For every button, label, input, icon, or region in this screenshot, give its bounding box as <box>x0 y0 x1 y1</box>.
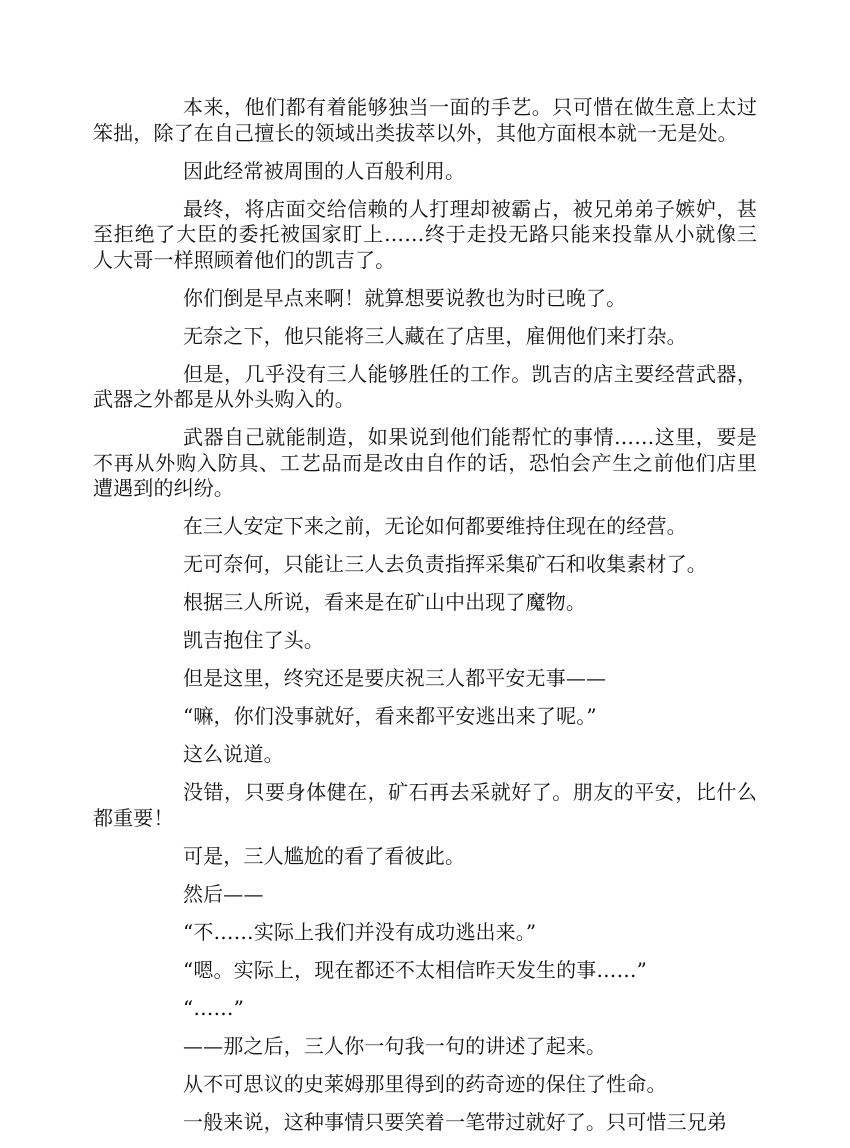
paragraph: ——那之后，三人你一句我一句的讲述了起来。 <box>183 1033 607 1058</box>
paragraph: 从不可思议的史莱姆那里得到的药奇迹的保住了性命。 <box>183 1071 667 1096</box>
paragraph: 但是这里，终究还是要庆祝三人都平安无事—— <box>183 666 607 690</box>
dialogue-line: “嘛，你们没事就好，看来都平安逃出来了呢。” <box>183 704 597 728</box>
paragraph: 你们倒是早点来啊！就算想要说教也为时已晚了。 <box>183 285 627 310</box>
paragraph: 然后—— <box>183 881 264 906</box>
dialogue-line: “嗯。实际上，现在都还不太相信昨天发生的事……” <box>183 957 648 982</box>
paragraph: 最终，将店面交给信赖的人打理却被霸占，被兄弟弟子嫉妒，甚至拒绝了大臣的委托被国家盯上……终于走投无路只能来投靠从小就像三人大哥一样照顾着他们的凯吉了。 <box>93 196 757 272</box>
paragraph: 在三人安定下来之前，无论如何都要维持住现在的经营。 <box>183 514 687 538</box>
paragraph: 根据三人所说，看来是在矿山中出现了魔物。 <box>183 590 586 614</box>
paragraph: 因此经常被周围的人百般利用。 <box>183 158 466 183</box>
dialogue-line: “不……实际上我们并没有成功逃出来。” <box>183 919 537 944</box>
paragraph: 一般来说，这种事情只要笑着一笔带过就好了。只可惜三兄弟 <box>183 1109 728 1134</box>
paragraph: 没错，只要身体健在，矿石再去采就好了。朋友的平安，比什么都重要！ <box>93 780 757 830</box>
dialogue-line: “……” <box>183 995 245 1020</box>
paragraph: 本来，他们都有着能够独当一面的手艺。只可惜在做生意上太过笨拙，除了在自己擅长的领域出类拔萃以外，其他方面根本就一无是处。 <box>93 95 757 145</box>
paragraph: 但是，几乎没有三人能够胜任的工作。凯吉的店主要经营武器，武器之外都是从外头购入的。 <box>93 361 757 411</box>
paragraph: 无奈之下，他只能将三人藏在了店里，雇佣他们来打杂。 <box>183 323 687 348</box>
paragraph: 这么说道。 <box>183 742 284 766</box>
paragraph: 武器自己就能制造，如果说到他们能帮忙的事情……这里，要是不再从外购入防具、工艺品而是改由自作的话，恐怕会产生之前他们店里遭遇到的纠纷。 <box>93 425 757 500</box>
paragraph: 凯吉抱住了头。 <box>183 628 325 652</box>
paragraph: 可是，三人尴尬的看了看彼此。 <box>183 843 466 868</box>
paragraph: 无可奈何，只能让三人去负责指挥采集矿石和收集素材了。 <box>183 552 707 576</box>
document-body <box>93 95 757 1148</box>
